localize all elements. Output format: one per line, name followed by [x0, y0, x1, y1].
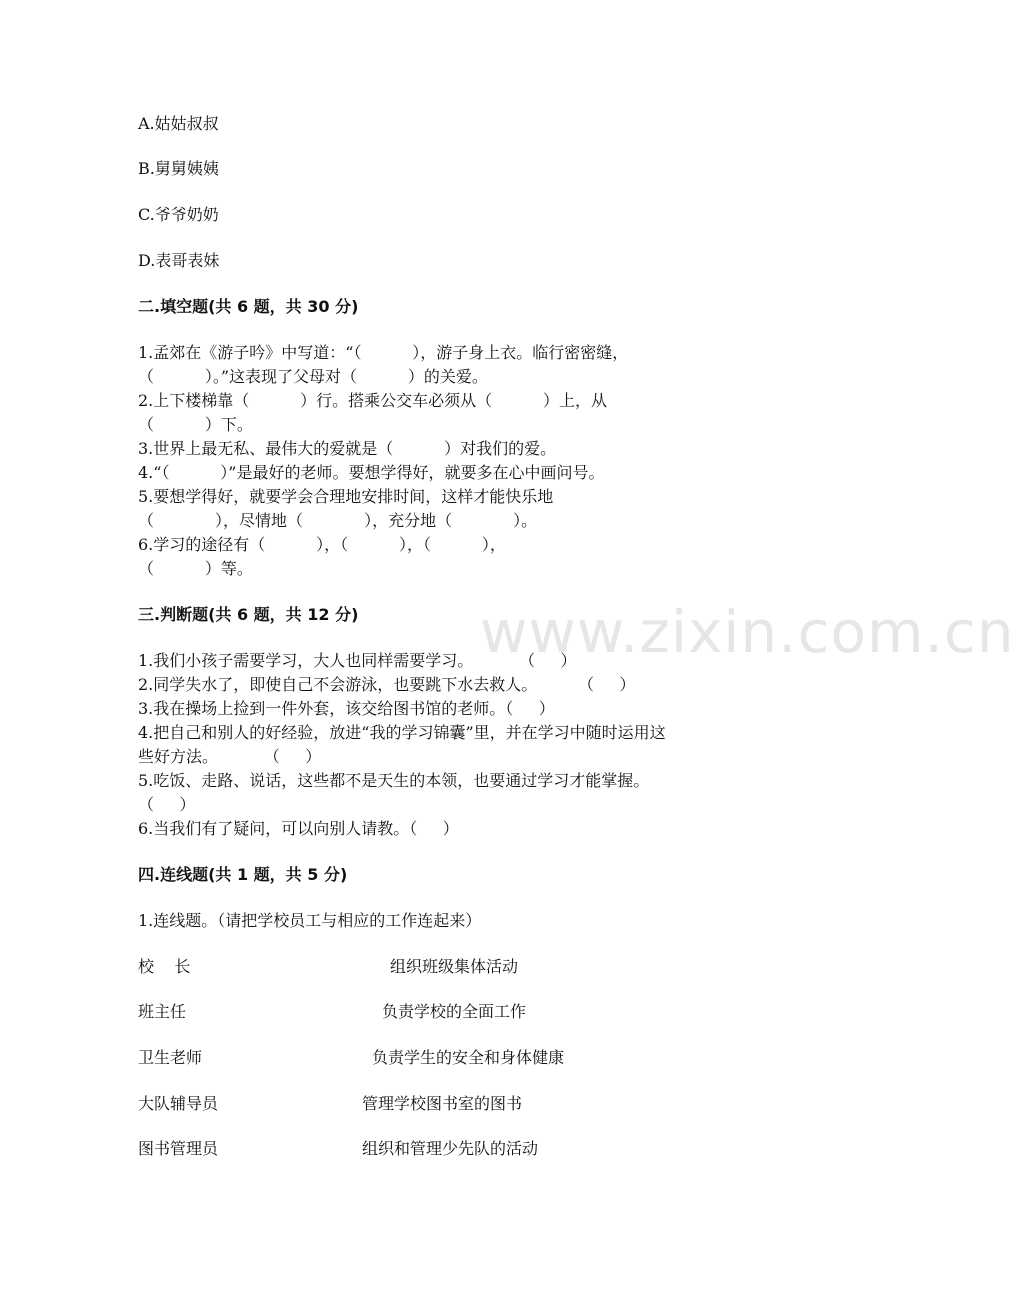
fill-line: 2.上下楼梯靠（ ）行。搭乘公交车必须从（ ）上，从 [138, 391, 607, 410]
match-right-item: 组织班级集体活动 [390, 957, 519, 976]
option-a: A.姑姑叔叔 [138, 114, 219, 133]
judge-line: 5.吃饭、走路、说话，这些都不是天生的本领，也要通过学习才能掌握。 [138, 771, 650, 790]
watermark: www.zixin.com.cn [480, 598, 1015, 666]
judge-line: （ ） [138, 795, 196, 814]
match-left-item: 大队辅导员 [138, 1094, 219, 1113]
fill-line: 5.要想学得好，就要学会合理地安排时间，这样才能快乐地 [138, 487, 554, 506]
match-left-item: 校 长 [138, 957, 191, 976]
fill-line: 4.“（ ）”是最好的老师。要想学得好，就要多在心中画问号。 [138, 463, 605, 482]
fill-line: 6.学习的途径有（ ），（ ），（ ）， [138, 535, 506, 554]
fill-line: （ ），尽情地（ ），充分地（ ）。 [138, 511, 538, 530]
fill-line: 1.孟郊在《游子吟》中写道：“（ ），游子身上衣。临行密密缝， [138, 343, 629, 362]
match-left-item: 班主任 [138, 1002, 187, 1021]
section4-heading: 四.连线题(共 1 题，共 5 分) [138, 865, 348, 884]
section3-heading: 三.判断题(共 6 题，共 12 分) [138, 605, 359, 624]
match-right-item: 管理学校图书室的图书 [362, 1094, 523, 1113]
judge-line: 3.我在操场上捡到一件外套，该交给图书馆的老师。（ ） [138, 699, 555, 718]
judge-line: 4.把自己和别人的好经验，放进“我的学习锦囊”里，并在学习中随时运用这 [138, 723, 666, 742]
fill-line: （ ）等。 [138, 559, 253, 578]
match-right-item: 负责学校的全面工作 [382, 1002, 527, 1021]
judge-line: 些好方法。 （ ） [138, 747, 322, 766]
match-question: 1.连线题。（请把学校员工与相应的工作连起来） [138, 911, 482, 930]
judge-line: 2.同学失水了，即使自己不会游泳，也要跳下水去救人。 （ ） [138, 675, 636, 694]
match-right-item: 负责学生的安全和身体健康 [372, 1048, 565, 1067]
fill-line: （ ）。”这表现了父母对（ ）的关爱。 [138, 367, 488, 386]
fill-line: （ ）下。 [138, 415, 253, 434]
match-left-item: 卫生老师 [138, 1048, 203, 1067]
option-d: D.表哥表妹 [138, 251, 220, 270]
section2-heading: 二.填空题(共 6 题，共 30 分) [138, 297, 359, 316]
fill-line: 3.世界上最无私、最伟大的爱就是（ ）对我们的爱。 [138, 439, 557, 458]
judge-line: 1.我们小孩子需要学习，大人也同样需要学习。 （ ） [138, 651, 577, 670]
option-c: C.爷爷奶奶 [138, 205, 219, 224]
match-right-item: 组织和管理少先队的活动 [362, 1139, 539, 1158]
match-left-item: 图书管理员 [138, 1139, 219, 1158]
option-b: B.舅舅姨姨 [138, 159, 219, 178]
judge-line: 6.当我们有了疑问，可以向别人请教。（ ） [138, 819, 459, 838]
